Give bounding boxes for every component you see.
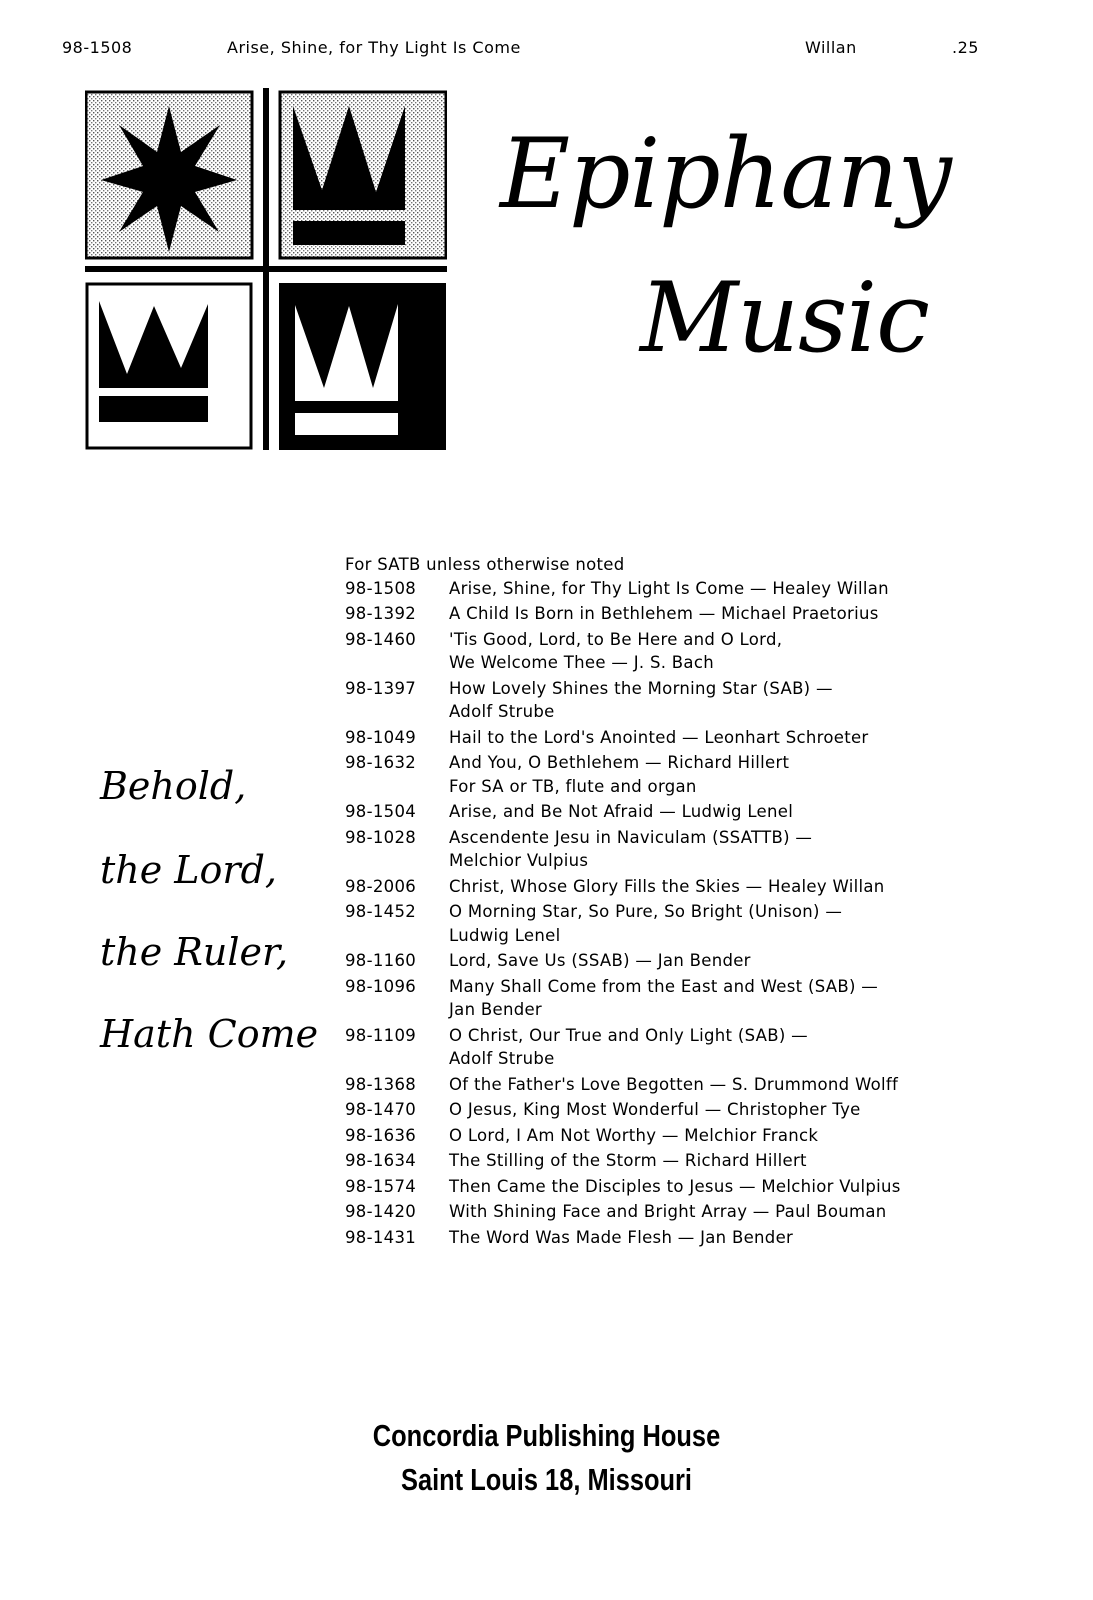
list-item xyxy=(345,677,985,724)
catalog-number: 98-1160 xyxy=(345,951,417,970)
item-title: Of the Father's Love Begotten — S. Drummond Wolff xyxy=(449,1074,899,1094)
header-price: .25 xyxy=(952,38,979,57)
epiphany-logo xyxy=(85,88,447,450)
list-item xyxy=(345,726,985,750)
item-title: How Lovely Shines the Morning Star (SAB) — Adolf Strube xyxy=(449,678,833,721)
list-item xyxy=(345,875,985,899)
title-line-2: Music xyxy=(640,262,929,374)
list-item xyxy=(345,826,985,873)
list-item xyxy=(345,577,985,601)
crown-icon xyxy=(280,92,446,258)
item-title: And You, O Bethlehem — Richard Hillert For SA or TB, flute and organ xyxy=(449,753,790,796)
cross-divider-horizontal xyxy=(85,266,447,272)
list-item xyxy=(345,1175,985,1199)
catalog-number: 98-1431 xyxy=(345,1227,417,1247)
title-line-1: Epiphany xyxy=(500,118,951,230)
list-item xyxy=(345,628,985,675)
item-title: O Jesus, King Most Wonderful — Christopher Tye xyxy=(449,1100,861,1119)
catalog-number: 98-1574 xyxy=(345,1176,417,1196)
star-icon xyxy=(86,92,252,258)
header-catalog-number: 98-1508 xyxy=(62,38,133,57)
item-title: O Lord, I Am Not Worthy — Melchior Franck xyxy=(449,1125,819,1145)
item-title: Arise, and Be Not Afraid — Ludwig Lenel xyxy=(449,802,794,821)
list-item xyxy=(345,1124,985,1148)
item-title: O Morning Star, So Pure, So Bright (Unison) — Ludwig Lenel xyxy=(449,902,843,945)
catalog-number: 98-1452 xyxy=(345,902,417,921)
catalog-number: 98-1504 xyxy=(345,802,417,821)
catalog-number: 98-1368 xyxy=(345,1074,417,1094)
side-text-line: the Lord, xyxy=(100,848,277,892)
crown-icon xyxy=(279,283,446,450)
music-list xyxy=(345,553,985,1251)
catalog-number: 98-1634 xyxy=(345,1151,417,1170)
publisher-address xyxy=(0,1462,1093,1498)
header-title: Arise, Shine, for Thy Light Is Come xyxy=(227,38,521,57)
item-title: Lord, Save Us (SSAB) — Jan Bender xyxy=(449,951,751,970)
catalog-number: 98-1470 xyxy=(345,1100,417,1119)
list-item xyxy=(345,1024,985,1071)
list-item xyxy=(345,1149,985,1173)
list-note: For SATB unless otherwise noted xyxy=(345,555,625,574)
side-text-line: Hath Come xyxy=(100,1012,319,1056)
list-item xyxy=(345,900,985,947)
catalog-number: 98-1632 xyxy=(345,753,417,772)
item-title: 'Tis Good, Lord, to Be Here and O Lord, We Welcome Thee — J. S. Bach xyxy=(449,629,783,672)
catalog-number: 98-1392 xyxy=(345,604,417,623)
item-title: Then Came the Disciples to Jesus — Melchior Vulpius xyxy=(449,1176,901,1196)
side-text-line: Behold, xyxy=(100,764,247,808)
header-composer: Willan xyxy=(805,38,857,57)
list-item xyxy=(345,949,985,973)
item-title: O Christ, Our True and Only Light (SAB) — Adolf Strube xyxy=(449,1025,808,1068)
list-item xyxy=(345,800,985,824)
list-item xyxy=(345,1226,985,1250)
catalog-number: 98-1420 xyxy=(345,1202,417,1221)
crown-icon xyxy=(87,284,251,448)
list-item xyxy=(345,602,985,626)
list-item xyxy=(345,1200,985,1224)
publisher-address-text: Saint Louis 18, Missouri xyxy=(401,1462,692,1497)
catalog-number: 98-2006 xyxy=(345,876,417,896)
item-title: Many Shall Come from the East and West (SAB) — Jan Bender xyxy=(449,976,879,1019)
item-title: Hail to the Lord's Anointed — Leonhart Schroeter xyxy=(449,727,869,747)
catalog-number: 98-1508 xyxy=(345,578,417,598)
publisher-name-text: Concordia Publishing House xyxy=(372,1418,721,1453)
list-item xyxy=(345,1098,985,1122)
item-title: Arise, Shine, for Thy Light Is Come — Healey Willan xyxy=(449,578,889,598)
catalog-number: 98-1636 xyxy=(345,1125,417,1145)
item-title: The Word Was Made Flesh — Jan Bender xyxy=(449,1227,794,1247)
item-title: With Shining Face and Bright Array — Paul Bouman xyxy=(449,1202,887,1221)
side-text-line: the Ruler, xyxy=(100,930,289,974)
catalog-number: 98-1028 xyxy=(345,827,417,847)
catalog-number: 98-1096 xyxy=(345,976,417,996)
catalog-number: 98-1049 xyxy=(345,727,417,747)
item-title: A Child Is Born in Bethlehem — Michael Praetorius xyxy=(449,604,879,623)
list-item xyxy=(345,1073,985,1097)
item-title: Ascendente Jesu in Naviculam (SSATTB) — Melchior Vulpius xyxy=(449,827,813,870)
catalog-number: 98-1397 xyxy=(345,678,417,698)
catalog-number: 98-1109 xyxy=(345,1025,417,1045)
list-item xyxy=(345,975,985,1022)
publisher-name xyxy=(0,1418,1093,1454)
item-title: Christ, Whose Glory Fills the Skies — Healey Willan xyxy=(449,876,885,896)
catalog-number: 98-1460 xyxy=(345,629,417,649)
item-title: The Stilling of the Storm — Richard Hillert xyxy=(449,1151,807,1170)
list-item xyxy=(345,751,985,798)
